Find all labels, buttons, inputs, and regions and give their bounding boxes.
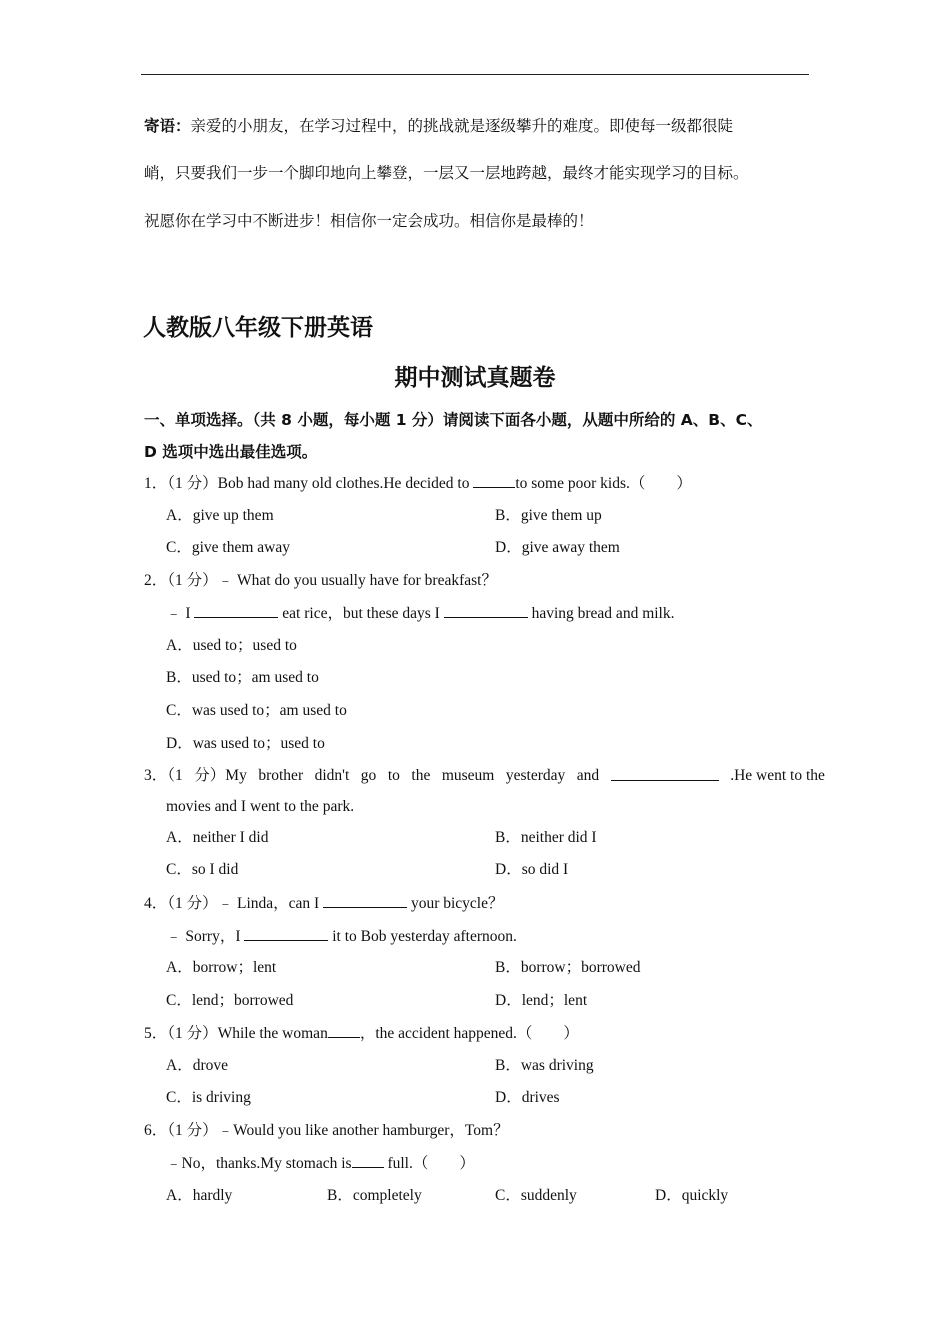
q5-option-c: C．is driving xyxy=(166,1089,251,1106)
q4-option-b: B．borrow；borrowed xyxy=(495,959,641,976)
q4-stem-a: 4．（1 分）﹣ Linda，can I xyxy=(144,895,324,912)
q1-option-a: A．give up them xyxy=(166,507,274,524)
section-heading-2: D 选项中选出最佳选项。 xyxy=(144,443,318,461)
q3-word: .He went to the xyxy=(730,767,825,784)
q5-option-d: D．drives xyxy=(495,1089,560,1106)
question-1-stem xyxy=(144,473,692,494)
q3-word: to xyxy=(387,767,400,784)
wish-text-1: 亲爱的小朋友，在学习过程中，的挑战就是逐级攀升的难度。即使每一级都很陡 xyxy=(190,118,734,135)
q4-option-a: A．borrow；lent xyxy=(166,959,277,976)
q6-dialogue xyxy=(166,1153,475,1174)
answer-blank xyxy=(611,766,719,781)
q2-option-c: C．was used to；am used to xyxy=(166,702,347,719)
q2-option-a: A．used to；used to xyxy=(166,637,297,654)
wish-line-1 xyxy=(144,117,824,137)
q3-word: the xyxy=(411,767,431,784)
q2-option-b: B．used to；am used to xyxy=(166,669,319,686)
q2-option-d: D．was used to；used to xyxy=(166,735,325,752)
q2-dlg-c: having bread and milk. xyxy=(527,605,675,622)
q3-word: brother xyxy=(258,767,304,784)
q5-option-a: A．drove xyxy=(166,1057,228,1074)
q1-option-d: D．give away them xyxy=(495,539,620,556)
q2-dialogue xyxy=(166,603,674,624)
q3-stem-continued: movies and I went to the park. xyxy=(166,798,355,815)
answer-blank xyxy=(244,926,328,941)
question-5-stem xyxy=(144,1023,579,1044)
question-3-stem xyxy=(144,766,825,786)
q5-stem-a: 5．（1 分）While the woman xyxy=(144,1025,328,1042)
q6-dlg-a: ﹣No，thanks.My stomach is xyxy=(166,1155,352,1172)
q1-stem-a: 1．（1 分）Bob had many old clothes.He decided to xyxy=(144,475,474,492)
q5-stem-b: ，the accident happened.（ ） xyxy=(359,1025,579,1042)
q4-dialogue xyxy=(166,926,517,947)
q3-word: and xyxy=(576,767,600,784)
q3-word: didn't xyxy=(314,767,350,784)
q1-option-b: B．give them up xyxy=(495,507,602,524)
question-4-stem xyxy=(144,893,504,914)
question-2-stem: 2．（1 分）﹣ What do you usually have for breakfast？ xyxy=(144,572,497,589)
doc-title: 人教版八年级下册英语 xyxy=(143,315,373,341)
q3-word: yesterday xyxy=(505,767,566,784)
header-rule xyxy=(141,74,809,75)
q6-option-a: A．hardly xyxy=(166,1187,233,1204)
q3-word: go xyxy=(360,767,377,784)
q4-option-d: D．lend；lent xyxy=(495,992,588,1009)
answer-blank xyxy=(328,1023,360,1038)
q3-word: museum xyxy=(441,767,495,784)
question-6-stem: 6．（1 分）﹣Would you like another hamburger，Tom？ xyxy=(144,1122,509,1139)
q5-option-b: B．was driving xyxy=(495,1057,594,1074)
q2-dlg-b: eat rice，but these days I xyxy=(278,605,444,622)
q3-word: 3．（1 xyxy=(144,767,183,784)
q3-option-b: B．neither did I xyxy=(495,829,597,846)
wish-line-2: 峭，只要我们一步一个脚印地向上攀登，一层又一层地跨越，最终才能实现学习的目标。 xyxy=(144,165,749,182)
answer-blank xyxy=(194,603,278,618)
q1-stem-b: to some poor kids.（ ） xyxy=(515,475,692,492)
answer-blank xyxy=(352,1153,384,1168)
q4-stem-b: your bicycle？ xyxy=(407,895,504,912)
q2-dlg-a: ﹣ I xyxy=(166,605,195,622)
section-heading-1: 一、单项选择。（共 8 小题，每小题 1 分）请阅读下面各小题，从题中所给的 A、B、C、 xyxy=(144,411,763,429)
q6-option-d: D．quickly xyxy=(655,1187,729,1204)
q6-dlg-b: full.（ ） xyxy=(383,1155,475,1172)
q4-dlg-b: it to Bob yesterday afternoon. xyxy=(328,928,517,945)
q1-option-c: C．give them away xyxy=(166,539,290,556)
q3-word: 分）My xyxy=(194,767,247,784)
doc-subtitle: 期中测试真题卷 xyxy=(394,365,556,391)
q3-option-d: D．so did I xyxy=(495,861,569,878)
answer-blank xyxy=(323,893,407,908)
answer-blank xyxy=(444,603,528,618)
wish-line-3: 祝愿你在学习中不断进步！相信你一定会成功。相信你是最棒的！ xyxy=(144,213,594,230)
q4-option-c: C．lend；borrowed xyxy=(166,992,294,1009)
q6-option-c: C．suddenly xyxy=(495,1187,577,1204)
q3-option-a: A．neither I did xyxy=(166,829,269,846)
answer-blank xyxy=(473,473,515,488)
wish-label: 寄语： xyxy=(144,118,191,135)
q3-option-c: C．so I did xyxy=(166,861,239,878)
q4-dlg-a: ﹣ Sorry，I xyxy=(166,928,245,945)
q6-option-b: B．completely xyxy=(327,1187,422,1204)
